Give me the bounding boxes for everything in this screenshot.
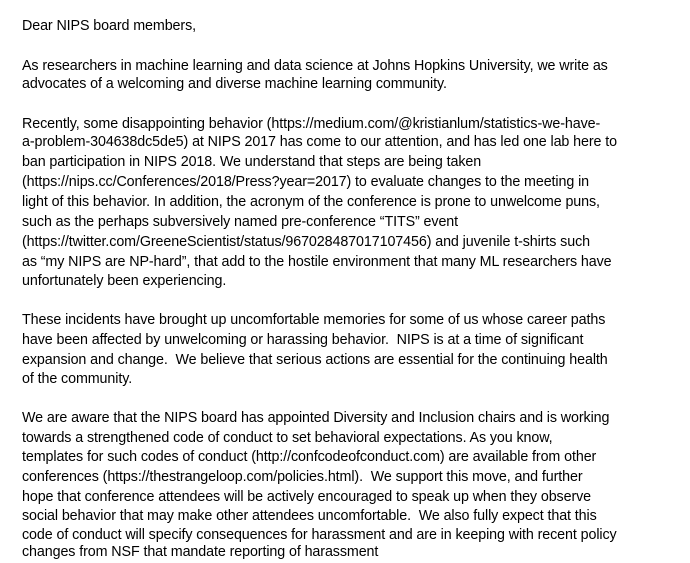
paragraph-2-line: light of this behavior. In addition, the acronym of the conference is prone to unwelcome puns,	[22, 194, 600, 210]
paragraph-2-line: a-problem-304638dc5de5) at NIPS 2017 has come to our attention, and has led one lab here to	[22, 134, 617, 150]
paragraph-2-line: such as the perhaps subversively named pre-conference “TITS” event	[22, 214, 459, 230]
paragraph-3-line: expansion and change. We believe that serious actions are essential for the continuing health	[22, 352, 608, 368]
paragraph-4-line: We are aware that the NIPS board has appointed Diversity and Inclusion chairs and is working	[22, 410, 610, 426]
paragraph-4-line: conferences (https://thestrangeloop.com/policies.html). We support this move, and further	[22, 469, 583, 485]
paragraph-4-line: social behavior that may make other attendees uncomfortable. We also fully expect that this	[22, 508, 597, 524]
paragraph-4-line: changes from NSF that mandate reporting of harassment	[22, 544, 379, 560]
paragraph-2-line: (https://twitter.com/GreeneScientist/status/967028487017107456) and juvenile t-shirts such	[22, 234, 590, 250]
paragraph-1-line: As researchers in machine learning and data science at Johns Hopkins University, we write as	[22, 58, 608, 74]
salutation: Dear NIPS board members,	[22, 18, 196, 34]
paragraph-2-line: ban participation in NIPS 2018. We understand that steps are being taken	[22, 154, 482, 170]
paragraph-2-line: as “my NIPS are NP-hard”, that add to the hostile environment that many ML researchers have	[22, 254, 612, 270]
paragraph-4-line: hope that conference attendees will be actively encouraged to speak up when they observe	[22, 489, 592, 505]
paragraph-4-line: templates for such codes of conduct (http://confcodeofconduct.com) are available from other	[22, 449, 597, 465]
paragraph-2-line: unfortunately been experiencing.	[22, 273, 227, 289]
paragraph-4-line: towards a strengthened code of conduct to set behavioral expectations. As you know,	[22, 430, 553, 446]
paragraph-1-line: advocates of a welcoming and diverse machine learning community.	[22, 76, 447, 92]
paragraph-3-line: These incidents have brought up uncomfortable memories for some of us whose career paths	[22, 312, 606, 328]
paragraph-2-line: Recently, some disappointing behavior (https://medium.com/@kristianlum/statistics-we-have-	[22, 116, 601, 132]
paragraph-3-line: have been affected by unwelcoming or harassing behavior. NIPS is at a time of significant	[22, 332, 584, 348]
paragraph-3-line: of the community.	[22, 371, 133, 387]
paragraph-2-line: (https://nips.cc/Conferences/2018/Press?year=2017) to evaluate changes to the meeting in	[22, 174, 589, 190]
paragraph-4-line: code of conduct will specify consequences for harassment and are in keeping with recent policy	[22, 527, 617, 543]
